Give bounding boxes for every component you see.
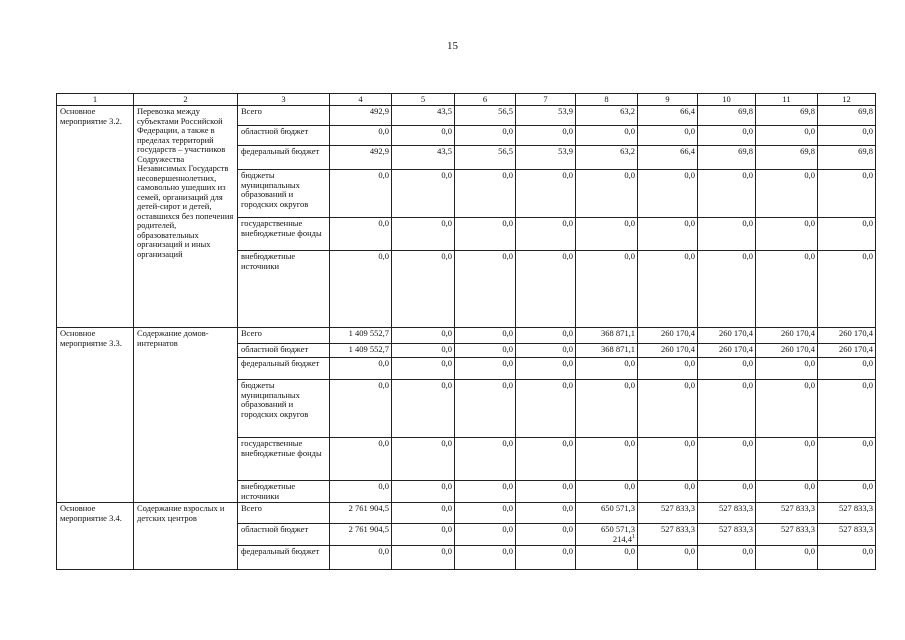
- value-cell: 69,8: [756, 146, 818, 170]
- budget-table: [56, 93, 876, 570]
- value-cell: 0,0: [392, 503, 455, 524]
- value-cell: 0,0: [516, 481, 576, 503]
- value-cell: 527 833,3: [638, 524, 698, 546]
- value-cell: 0,0: [638, 438, 698, 481]
- funding-source-cell: областной бюджет: [238, 344, 330, 358]
- column-number: 12: [818, 94, 876, 106]
- value-cell: 0,0: [392, 126, 455, 146]
- value-cell: 0,0: [576, 170, 638, 218]
- value-cell: 0,0: [698, 380, 756, 438]
- value-cell: 0,0: [455, 546, 516, 570]
- value-cell: 0,0: [455, 126, 516, 146]
- value-cell: 0,0: [698, 546, 756, 570]
- value-cell: 56,5: [455, 146, 516, 170]
- value-cell: 0,0: [576, 438, 638, 481]
- activity-cell: Основное мероприятие 3.3.: [57, 328, 134, 503]
- value-cell: 0,0: [576, 126, 638, 146]
- value-cell: 0,0: [516, 344, 576, 358]
- value-cell: 260 170,4: [638, 328, 698, 344]
- funding-source-cell: областной бюджет: [238, 524, 330, 546]
- column-number: 10: [698, 94, 756, 106]
- activity-cell: Основное мероприятие 3.2.: [57, 106, 134, 328]
- value-cell: 0,0: [455, 251, 516, 328]
- column-number: 5: [392, 94, 455, 106]
- value-cell: 0,0: [818, 358, 876, 380]
- value-cell: 0,0: [698, 358, 756, 380]
- column-number: 8: [576, 94, 638, 106]
- funding-source-cell: Всего: [238, 106, 330, 126]
- column-number: 4: [330, 94, 392, 106]
- value-cell: 0,0: [516, 170, 576, 218]
- value-cell: 0,0: [638, 251, 698, 328]
- funding-source-cell: государственные внебюджетные фонды: [238, 438, 330, 481]
- value-cell: 0,0: [455, 503, 516, 524]
- value-cell: 0,0: [455, 218, 516, 251]
- value-cell: 0,0: [576, 358, 638, 380]
- activity-cell: Основное мероприятие 3.4.: [57, 503, 134, 570]
- value-cell: 0,0: [818, 218, 876, 251]
- value-cell: 0,0: [698, 126, 756, 146]
- value-cell: 368 871,1: [576, 328, 638, 344]
- value-cell: 0,0: [392, 380, 455, 438]
- value-cell: 260 170,4: [818, 344, 876, 358]
- value-cell: 0,0: [392, 546, 455, 570]
- value-cell: 1 409 552,7: [330, 344, 392, 358]
- funding-source-cell: федеральный бюджет: [238, 358, 330, 380]
- value-cell: 0,0: [576, 546, 638, 570]
- value-cell: 0,0: [756, 251, 818, 328]
- value-cell: 0,0: [818, 438, 876, 481]
- value-cell: 0,0: [330, 170, 392, 218]
- value-cell: 66,4: [638, 106, 698, 126]
- value-cell: 260 170,4: [698, 344, 756, 358]
- column-number-row: [57, 94, 876, 106]
- value-cell: 69,8: [698, 106, 756, 126]
- funding-source-cell: внебюджетные источники: [238, 251, 330, 328]
- value-cell: 260 170,4: [818, 328, 876, 344]
- page-number: 15: [447, 40, 458, 52]
- value-cell: 0,0: [576, 380, 638, 438]
- value-cell: 260 170,4: [756, 328, 818, 344]
- value-cell: 0,0: [698, 218, 756, 251]
- value-cell: 2 761 904,5: [330, 524, 392, 546]
- value-cell: 0,0: [330, 546, 392, 570]
- value-cell: 527 833,3: [756, 524, 818, 546]
- value-cell: 492,9: [330, 146, 392, 170]
- funding-source-cell: внебюджетные источники: [238, 481, 330, 503]
- value-cell: 0,0: [392, 218, 455, 251]
- value-cell: 0,0: [455, 358, 516, 380]
- value-cell: 527 833,3: [818, 503, 876, 524]
- funding-source-cell: федеральный бюджет: [238, 546, 330, 570]
- value-cell: 0,0: [516, 218, 576, 251]
- value-cell: 0,0: [330, 218, 392, 251]
- value-cell: 0,0: [392, 328, 455, 344]
- value-cell: 69,8: [698, 146, 756, 170]
- value-cell: 0,0: [516, 503, 576, 524]
- value-cell: 527 833,3: [698, 503, 756, 524]
- table-row: [57, 106, 876, 126]
- value-cell: 0,0: [330, 481, 392, 503]
- value-cell: 0,0: [698, 481, 756, 503]
- value-cell: 53,9: [516, 146, 576, 170]
- value-cell: 0,0: [576, 251, 638, 328]
- value-cell: 0,0: [330, 126, 392, 146]
- value-cell: 527 833,3: [756, 503, 818, 524]
- value-cell: 0,0: [516, 546, 576, 570]
- column-number: 3: [238, 94, 330, 106]
- funding-source-cell: Всего: [238, 503, 330, 524]
- value-cell: 0,0: [576, 481, 638, 503]
- value-cell: 650 571,3 214,4$^1$: [576, 524, 638, 546]
- value-cell: 0,0: [756, 170, 818, 218]
- value-cell: 43,5: [392, 106, 455, 126]
- value-cell: 0,0: [516, 126, 576, 146]
- value-cell: 0,0: [455, 380, 516, 438]
- description-cell: Содержание взрослых и детских центров: [134, 503, 238, 570]
- value-cell: 0,0: [638, 358, 698, 380]
- value-cell: 63,2: [576, 106, 638, 126]
- column-number: 7: [516, 94, 576, 106]
- value-cell: 43,5: [392, 146, 455, 170]
- value-cell: 0,0: [818, 126, 876, 146]
- value-cell: 0,0: [455, 344, 516, 358]
- value-cell: 492,9: [330, 106, 392, 126]
- value-cell: 0,0: [698, 251, 756, 328]
- value-cell: 0,0: [638, 170, 698, 218]
- value-cell: 2 761 904,5: [330, 503, 392, 524]
- value-cell: 69,8: [756, 106, 818, 126]
- value-cell: 0,0: [392, 170, 455, 218]
- value-cell: 0,0: [818, 546, 876, 570]
- value-cell: 0,0: [392, 481, 455, 503]
- column-number: 9: [638, 94, 698, 106]
- funding-source-cell: федеральный бюджет: [238, 146, 330, 170]
- value-cell: 0,0: [698, 438, 756, 481]
- value-cell: 0,0: [455, 328, 516, 344]
- value-cell: 527 833,3: [638, 503, 698, 524]
- value-cell: 0,0: [330, 380, 392, 438]
- value-cell: 0,0: [638, 481, 698, 503]
- value-cell: 0,0: [516, 328, 576, 344]
- value-cell: 0,0: [455, 170, 516, 218]
- value-cell: 0,0: [392, 344, 455, 358]
- table-row: [57, 503, 876, 524]
- value-cell: 0,0: [455, 481, 516, 503]
- value-cell: 0,0: [698, 170, 756, 218]
- funding-source-cell: бюджеты муниципальных образований и городских округов: [238, 170, 330, 218]
- column-number: 2: [134, 94, 238, 106]
- value-cell: 69,8: [818, 106, 876, 126]
- value-cell: 0,0: [756, 126, 818, 146]
- value-cell: 0,0: [516, 524, 576, 546]
- value-cell: 260 170,4: [756, 344, 818, 358]
- value-cell: 0,0: [638, 126, 698, 146]
- value-cell: 650 571,3: [576, 503, 638, 524]
- value-cell: 260 170,4: [698, 328, 756, 344]
- value-cell: 0,0: [756, 546, 818, 570]
- value-cell: 0,0: [392, 438, 455, 481]
- funding-source-cell: Всего: [238, 328, 330, 344]
- value-cell: 368 871,1: [576, 344, 638, 358]
- value-cell: 527 833,3: [818, 524, 876, 546]
- value-cell: 0,0: [392, 524, 455, 546]
- value-cell: 0,0: [756, 380, 818, 438]
- value-cell: 1 409 552,7: [330, 328, 392, 344]
- description-cell: Перевозка между субъектами Российской Федерации, а также в пределах территорий государств – участников Содружества Независимых Государств несовершеннолетних, самовольно ушедших из семей, организаций для детей-сирот и детей, оставшихся без попечения родителей, образовательных организаций и иных организаций: [134, 106, 238, 328]
- value-cell: 63,2: [576, 146, 638, 170]
- value-cell: 0,0: [756, 218, 818, 251]
- value-cell: 0,0: [330, 438, 392, 481]
- value-cell: 0,0: [576, 218, 638, 251]
- value-cell: 0,0: [818, 251, 876, 328]
- value-cell: 0,0: [756, 481, 818, 503]
- value-cell: 0,0: [516, 251, 576, 328]
- value-cell: 0,0: [818, 170, 876, 218]
- value-cell: 56,5: [455, 106, 516, 126]
- value-cell: 0,0: [516, 438, 576, 481]
- value-cell: 0,0: [516, 380, 576, 438]
- value-cell: 0,0: [756, 438, 818, 481]
- column-number: 11: [756, 94, 818, 106]
- value-cell: 0,0: [392, 358, 455, 380]
- value-cell: 0,0: [638, 380, 698, 438]
- description-cell: Содержание домов-интернатов: [134, 328, 238, 503]
- value-cell: 0,0: [392, 251, 455, 328]
- value-cell: 0,0: [638, 546, 698, 570]
- value-cell: 0,0: [330, 358, 392, 380]
- column-number: 6: [455, 94, 516, 106]
- value-cell: 0,0: [330, 251, 392, 328]
- value-cell: 0,0: [818, 380, 876, 438]
- column-number: 1: [57, 94, 134, 106]
- value-cell: 0,0: [455, 524, 516, 546]
- value-cell: 53,9: [516, 106, 576, 126]
- funding-source-cell: областной бюджет: [238, 126, 330, 146]
- value-cell: 0,0: [818, 481, 876, 503]
- funding-source-cell: государственные внебюджетные фонды: [238, 218, 330, 251]
- value-cell: 527 833,3: [698, 524, 756, 546]
- value-cell: 260 170,4: [638, 344, 698, 358]
- value-cell: 0,0: [516, 358, 576, 380]
- funding-source-cell: бюджеты муниципальных образований и городских округов: [238, 380, 330, 438]
- value-cell: 0,0: [638, 218, 698, 251]
- value-cell: 66,4: [638, 146, 698, 170]
- value-cell: 69,8: [818, 146, 876, 170]
- table-row: [57, 328, 876, 344]
- footnote-mark: 1: [632, 533, 635, 540]
- value-cell: 0,0: [756, 358, 818, 380]
- value-cell: 0,0: [455, 438, 516, 481]
